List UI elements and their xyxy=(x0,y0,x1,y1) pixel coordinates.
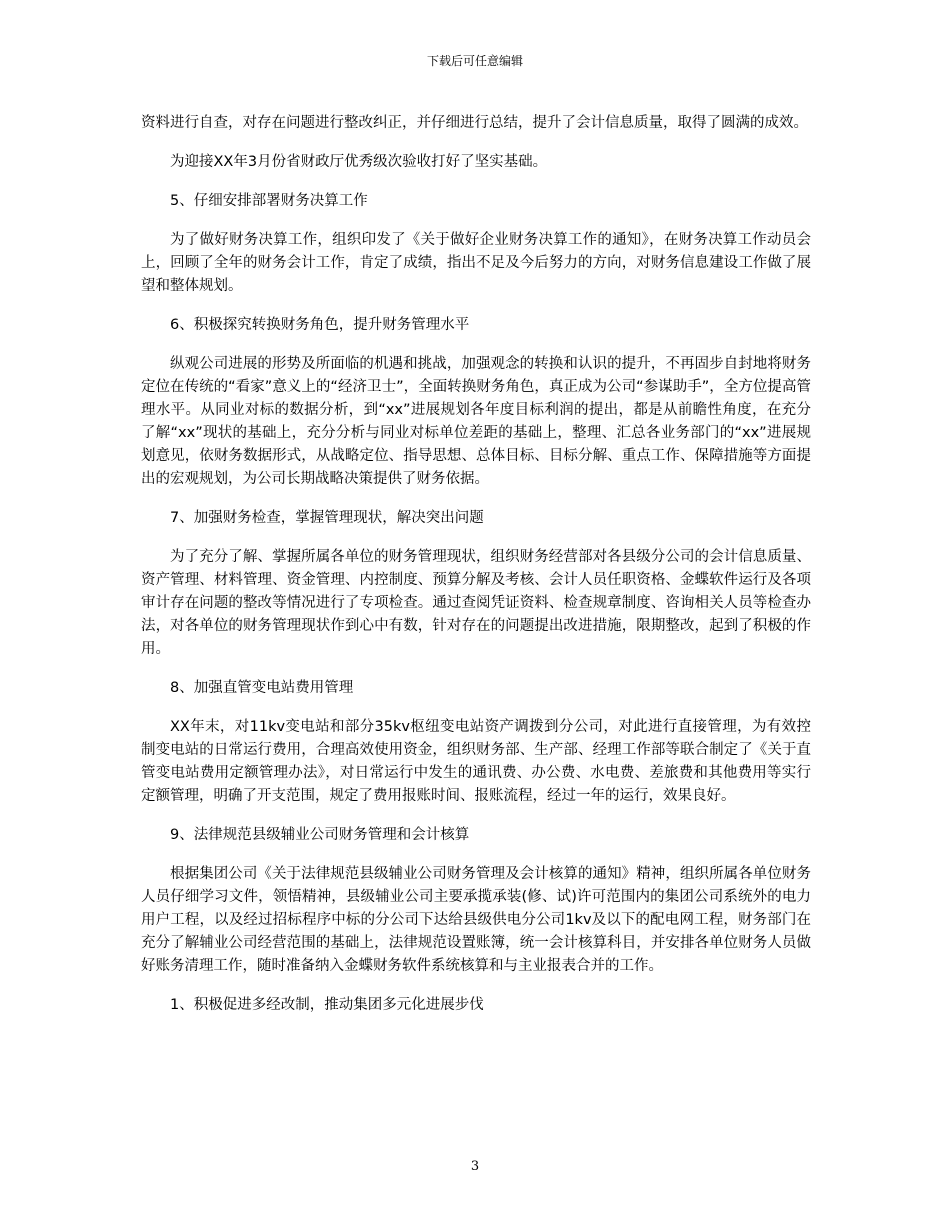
section-heading: 8、加强直管变电站费用管理 xyxy=(170,680,354,696)
paragraph: 资料进行自查，对存在问题进行整改纠正，并仔细进行总结，提升了会计信息质量，取得了圆满的成效。 xyxy=(141,115,808,131)
paragraph: 纵观公司进展的形势及所面临的机遇和挑战，加强观念的转换和认识的提升，不再固步自封地将财务定位在传统的“看家”意义上的“经济卫士”，全面转换财务角色，真正成为公司“参谋助手”，全方位提高管理水平。从同业对标的数据分析，到“xx”进展规划各年度目标利润的提出，都是从前瞻性角度，在充分了解“xx”现状的基础上，充分分析与同业对标单位差距的基础上，整理、汇总各业务部门的“xx”进展规划意见，依财务数据形式，从战略定位、指导思想、总体目标、目标分解、重点工作、保障措施等方面提出的宏观规划，为公司长期战略决策提供了财务依据。 xyxy=(141,356,811,487)
document-body xyxy=(141,112,811,1033)
page-header: 下载后可任意编辑 xyxy=(426,54,523,68)
paragraph: 根据集团公司《关于法律规范县级辅业公司财务管理及会计核算的通知》精神，组织所属各单位财务人员仔细学习文件，领悟精神，县级辅业公司主要承揽承装(修、试)许可范围内的集团公司系统外的电力用户工程，以及经过招标程序中标的分公司下达给县级供电分公司1kv及以下的配电网工程，财务部门在充分了解辅业公司经营范围的基础上，法律规范设置账簿，统一会计核算科目，并安排各单位财务人员做好账务清理工作，随时准备纳入金蝶财务软件系统核算和与主业报表合并的工作。 xyxy=(141,866,811,974)
section-heading: 9、法律规范县级辅业公司财务管理和会计核算 xyxy=(170,827,470,843)
section-heading: 7、加强财务检查，掌握管理现状，解决突出问题 xyxy=(170,510,484,526)
page-number: 3 xyxy=(470,1159,480,1174)
paragraph: 为了充分了解、掌握所属各单位的财务管理现状，组织财务经营部对各县级分公司的会计信息质量、资产管理、材料管理、资金管理、内控制度、预算分解及考核、会计人员任职资格、金蝶软件运行及各项审计存在问题的整改等情况进行了专项检查。通过查阅凭证资料、检查规章制度、咨询相关人员等检查办法，对各单位的财务管理现状作到心中有数，针对存在的问题提出改进措施，限期整改，起到了积极的作用。 xyxy=(141,549,811,657)
section-heading: 6、积极探究转换财务角色，提升财务管理水平 xyxy=(170,317,470,333)
paragraph: 为迎接XX年3月份省财政厅优秀级次验收打好了坚实基础。 xyxy=(170,154,548,170)
section-heading: 5、仔细安排部署财务决算工作 xyxy=(170,193,368,209)
section-heading: 1、积极促进多经改制，推动集团多元化进展步伐 xyxy=(170,997,484,1013)
paragraph: XX年末，对11kv变电站和部分35kv枢纽变电站资产调拨到分公司，对此进行直接管理，为有效控制变电站的日常运行费用，合理高效使用资金，组织财务部、生产部、经理工作部等联合制定了《关于直管变电站费用定额管理办法》，对日常运行中发生的通讯费、办公费、水电费、差旅费和其他费用等实行定额管理，明确了开支范围，规定了费用报账时间、报账流程，经过一年的运行，效果良好。 xyxy=(141,719,811,804)
paragraph: 为了做好财务决算工作，组织印发了《关于做好企业财务决算工作的通知》，在财务决算工作动员会上，回顾了全年的财务会计工作，肯定了成绩，指出不足及今后努力的方向，对财务信息建设工作做了展望和整体规划。 xyxy=(141,232,811,294)
